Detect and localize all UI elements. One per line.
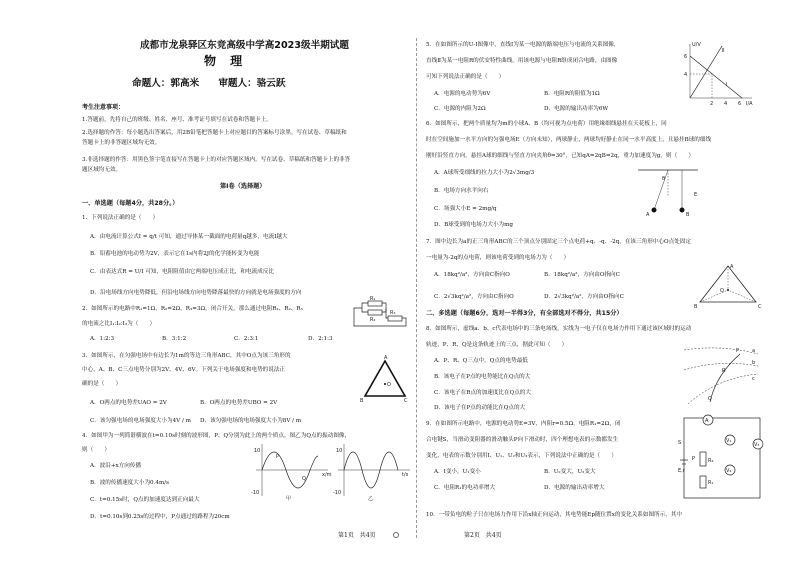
option-a: A．由电流计算公式I = q/t 可知，通过导体某一截面的电荷量q越多，电流I越大	[90, 234, 288, 240]
svg-text:Ⅱ: Ⅱ	[722, 48, 725, 54]
notice-item: 3.非选择题的作答：用黑色签字笔直接写在答题卡上的对应答题区域内。写在试卷、草稿纸和答题卡上的非答	[82, 157, 351, 163]
svg-text:E: E	[694, 192, 698, 198]
option-a: A．O两点的电势差UAO = 2V	[90, 400, 167, 406]
question-stem: 可知下列说法正确的是（ ）	[426, 74, 505, 80]
option-d: D．该匀强电场的电场强度大小为8V / m	[200, 418, 302, 424]
option-a: A．I变小，U₁变小	[434, 469, 481, 475]
option-c: C．由表达式R = U/I 可知，电阻阻值由它两端电压成正比，和电流成反比	[90, 269, 274, 275]
section-heading: 一、单选题（每题4分，共28分。）	[82, 200, 179, 207]
option-a: A．1:2:3	[90, 336, 115, 342]
fig-label-a: 甲	[286, 496, 292, 502]
option-b: B．电场方向水平向右	[434, 188, 489, 194]
center-hole-icon	[393, 532, 399, 538]
q5-axis-x: I/A	[746, 101, 753, 107]
column-divider	[416, 38, 417, 538]
page-number-right: 第2页 共4页	[464, 532, 502, 539]
svg-text:6: 6	[684, 54, 688, 60]
svg-text:V₂: V₂	[726, 468, 732, 474]
q2-circuit-figure	[350, 296, 410, 328]
page-number-left: 第1页 共4页	[338, 532, 376, 539]
option-d: D．该电子在P点的动能比在Q点的大	[434, 405, 526, 411]
option-b: B．铅蓄电池的电动势为2V，表示它在1s内将2J的化学能转变为电能	[90, 251, 260, 257]
question-stem: 则（ ）	[82, 447, 110, 453]
question-stem: 确的是（ ）	[82, 381, 122, 387]
option-b: B．O两点的电势差UBO = 2V	[200, 400, 278, 406]
svg-text:V₁: V₁	[726, 438, 732, 444]
svg-text:A: A	[730, 264, 734, 270]
question-stem: 直线Ⅱ为某一电阻R的伏安特性曲线。用该电源与电阻R组成闭合电路，由图像	[426, 58, 618, 64]
option-d: D．电源的输出功率增大	[544, 485, 605, 491]
q4-wave-figure-a	[250, 440, 330, 500]
q7-triangle-figure	[694, 262, 764, 308]
svg-text:P: P	[276, 454, 280, 460]
option-c: C．2:3:1	[234, 336, 259, 342]
svg-text:4: 4	[724, 101, 728, 107]
svg-text:c: c	[752, 376, 755, 382]
svg-text:t/s: t/s	[402, 472, 409, 478]
svg-text:Q: Q	[708, 396, 712, 402]
question-stem: 7．图中边长为a的正三角形ABC的三个顶点分别固定三个点电荷+q、-q、-2q，在该三角形中心O点处固定	[426, 239, 691, 245]
svg-text:a: a	[752, 348, 756, 354]
svg-text:Ⅰ: Ⅰ	[726, 82, 728, 88]
option-d: D．电源的输出功率为6W	[544, 106, 609, 112]
svg-text:O: O	[720, 288, 724, 294]
option-a: A．P、R、Q三点中，Q点的电势最低	[434, 358, 528, 364]
option-d: D．2:1:3	[308, 336, 333, 342]
option-b: B．该电子在P点的电势能比在Q点的大	[434, 374, 531, 380]
option-a: A．波沿+x方向传播	[90, 463, 142, 469]
notice-item: 2.选择题的作答：每小题选出答案后，用2B铅笔把答题卡上对应题目的答案标号涂黑。写在试卷、草稿纸和	[82, 130, 347, 136]
q4-wave-figure-b	[332, 440, 412, 500]
part-title: 第Ⅰ卷（选择题）	[220, 183, 266, 190]
option-b: B．18kq²/a²，方向由O指向C	[544, 272, 620, 278]
option-b: B．3:1:2	[162, 336, 187, 342]
svg-text:-10: -10	[333, 490, 342, 496]
svg-text:R₂: R₂	[708, 458, 714, 464]
exam-title: 成都市龙泉驿区东竞高级中学高2023级半期试题	[140, 40, 349, 51]
svg-text:P: P	[736, 348, 740, 354]
q9-circuit-figure	[678, 414, 764, 504]
svg-text:R₃: R₃	[390, 310, 396, 316]
option-c: C．电源的内阻为2Ω	[434, 106, 486, 112]
q3-triangle-figure	[360, 356, 410, 402]
question-stem: 5．在如图所示的U-I图像中，直线Ⅰ为某一电源的路端电压与电流的关系图像，	[426, 42, 620, 48]
question-stem: 3．如图所示，在匀强电场中有边长为1m的等边三角形ABC，其中O点为该三角形的	[82, 353, 291, 359]
svg-text:R₂: R₂	[370, 317, 376, 323]
svg-text:V₃: V₃	[754, 442, 760, 448]
svg-text:R₁: R₁	[370, 296, 376, 302]
svg-text:S: S	[678, 440, 682, 446]
option-d: D．t=0.10s到0.25s的过程中，P点通过的路程为20cm	[90, 514, 230, 520]
question-stem: 轨迹，P、R、Q是这条轨迹上的三点，据此可知（ ）	[426, 342, 568, 348]
q8-field-lines-figure	[680, 344, 760, 406]
svg-text:x/m: x/m	[322, 472, 332, 478]
question-stem: 10．一带负电的粒子只在电场力作用下沿x轴正向运动，其电势能Ep随位置x的变化关系如图所示，其中	[426, 512, 683, 518]
question-stem: 合电键S，当滑动变阻器的滑动触头P向下滑动时，四个理想电表的示数都发生	[426, 437, 619, 443]
q6-pendulum-figure	[632, 166, 712, 222]
option-b: B．电阻R的阻值为1Ω	[544, 91, 600, 97]
option-d: D．B球受到的电场力大小为mg	[434, 222, 514, 228]
notice-item: 答题卡上的非答题区域均无效。	[82, 140, 161, 146]
question-stem: 变化，电表的示数分别用I、U₁、U₂和U₃表示，下列说法中正确的是（ ）	[426, 453, 617, 459]
svg-text:R: R	[722, 368, 726, 374]
option-c: C．2√3kq²/a²，方向由C指向O	[434, 294, 514, 300]
question-stem: 一电量为-2q的点电荷，则该电荷受到的电场力为（ ）	[426, 255, 570, 261]
question-stem: 8．如图所示，虚线a、b、c代表电场中的三条电场线，实线为一电子仅在电场力作用下通过该区域时的运动	[426, 326, 692, 332]
subject-title: 物 理	[204, 54, 248, 68]
svg-text:C: C	[404, 398, 408, 404]
question-stem: 刚好沿竖直方向，悬挂A球的细线与竖直方向夹角θ=30°，已知qA=2qB=2q，重力加速度为g，则（ ）	[426, 153, 694, 159]
question-stem: 2．如图所示的电路中R₁=1Ω，R₂=2Ω，R₃=3Ω，闭合开关，那么通过电阻R₁、R₂、R₃	[82, 306, 303, 312]
svg-text:B: B	[686, 212, 690, 218]
svg-text:A: A	[384, 355, 388, 361]
option-d: D．2√3kq²/a²，方向由O指向C	[544, 294, 624, 300]
svg-text:E,r: E,r	[678, 468, 685, 474]
question-stem: 1．下列说法正确的是（ ）	[82, 215, 159, 221]
question-stem: 的电流之比I₁:I₂:I₃为（ ）	[82, 321, 156, 327]
option-c: C．该电子在R点的加速度比在Q点的大	[434, 390, 531, 396]
svg-text:P: P	[692, 456, 696, 462]
q5-axis-y: U/V	[692, 42, 701, 48]
svg-text:10: 10	[336, 448, 343, 454]
svg-text:Q: Q	[302, 476, 306, 482]
option-b: B．波的传播速度大小为0.4m/s	[90, 480, 170, 486]
svg-text:R₁: R₁	[708, 480, 714, 486]
svg-text:b: b	[752, 360, 756, 366]
q5-ui-graph	[682, 40, 756, 106]
svg-text:6: 6	[738, 101, 742, 107]
svg-text:A: A	[646, 212, 650, 218]
option-d: D．沿电场线方向电势降低，但沿电场线方向电势降落最快的方向就是电场强度的方向	[90, 290, 302, 296]
notice-item: 1.答题前，先将自己的班级、姓名、座号、准考证号填写在试卷和答题卡上。	[82, 117, 272, 123]
svg-text:C: C	[758, 304, 762, 310]
notice-heading: 考生注意事项：	[82, 104, 125, 111]
option-a: A．18kq²/a²，方向由C指向O	[434, 272, 510, 278]
svg-text:B: B	[360, 398, 364, 404]
svg-text:-10: -10	[251, 490, 260, 496]
question-stem: 6．如图所示，把两个质量均为m的小球A、B（均可视为点电荷）用绝缘细线悬挂在天花板上，同	[426, 121, 667, 127]
question-stem: 中心，A、B、C三点电势分别为2V、4V、6V。下列关于电场强度和电势的说法正	[82, 367, 286, 373]
option-a: A．电源的电动势为6V	[434, 91, 491, 97]
option-c: C．电阻R₁的电功率增大	[434, 485, 496, 491]
option-c: C．t=0.15s时，Q点的加速度达到正向最大	[90, 497, 200, 503]
option-a: A．A球所受细线的拉力大小为2√3mg/3	[434, 170, 535, 176]
svg-text:O: O	[387, 382, 391, 388]
svg-text:θ: θ	[662, 176, 666, 182]
svg-text:2: 2	[710, 101, 714, 107]
option-c: C．场强大小E = 2mg/q	[434, 206, 497, 212]
svg-text:A: A	[705, 418, 709, 424]
svg-text:4: 4	[684, 72, 688, 78]
option-c: C．该匀强电场的电场强度大小为4V / m	[90, 418, 191, 424]
option-b: B．U₂变大，U₃变大	[544, 469, 596, 475]
question-stem: 时在空间施加一水平方向的匀强电场E（方向未知），两球静止，两球均好静止在同一水平高度上，且悬挂B球的细线	[426, 137, 712, 143]
question-stem: 4．如图甲为一列简谐横波在t=0.10s时刻的波形图，P、Q分别为此上的两个质点，图乙为Q点的振动图像，	[82, 433, 351, 439]
notice-item: 题区域均无效。	[82, 167, 122, 173]
svg-text:10: 10	[254, 448, 261, 454]
svg-text:B: B	[694, 304, 698, 310]
question-stem: 9．在如图所示电路中，电源的电动势E=3V，内阻r=0.5Ω，电阻R₁=2Ω，闭	[426, 421, 621, 427]
authors-line: 命题人：郭高米 审题人：骆云跃	[132, 78, 286, 89]
section-heading: 二、多选题（每题6分，选对一半得3分，有全部选对不得分，共15分）	[426, 310, 623, 317]
fig-label-b: 乙	[368, 496, 374, 502]
